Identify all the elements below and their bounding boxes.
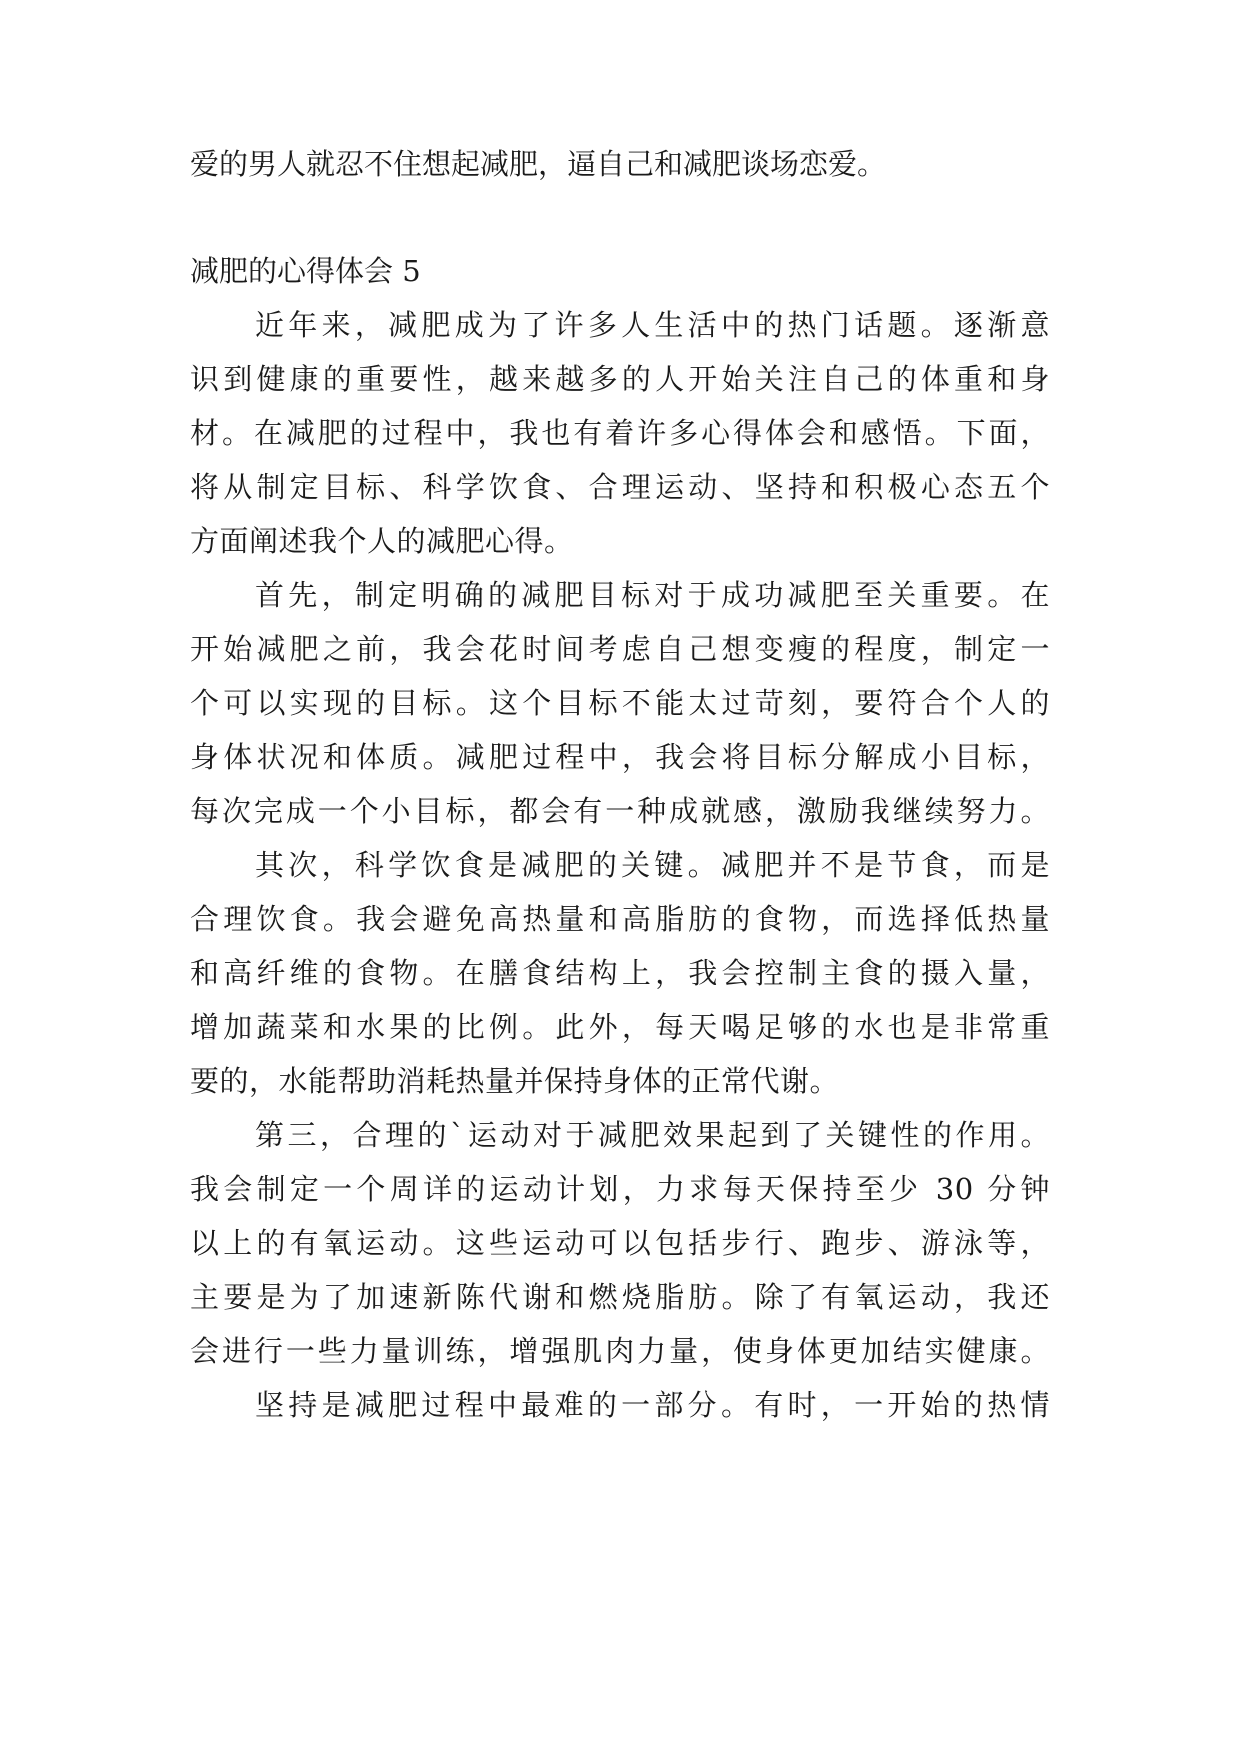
- paragraph-line: 将从制定目标、科学饮食、合理运动、坚持和积极心态五个: [190, 470, 1050, 504]
- paragraph-line: 首先，制定明确的减肥目标对于成功减肥至关重要。在: [255, 578, 1050, 612]
- paragraph-line: 主要是为了加速新陈代谢和燃烧脂肪。除了有氧运动，我还: [190, 1280, 1050, 1314]
- paragraph-line: 开始减肥之前，我会花时间考虑自己想变瘦的程度，制定一: [190, 632, 1050, 666]
- paragraph-line: 会进行一些力量训练，增强肌肉力量，使身体更加结实健康。: [190, 1334, 1050, 1368]
- paragraph-line: 识到健康的重要性，越来越多的人开始关注自己的体重和身: [190, 362, 1050, 396]
- paragraph-line: 增加蔬菜和水果的比例。此外，每天喝足够的水也是非常重: [190, 1010, 1050, 1044]
- paragraph-line: 我会制定一个周详的运动计划，力求每天保持至少 30 分钟: [190, 1172, 1050, 1206]
- paragraph-line: 以上的有氧运动。这些运动可以包括步行、跑步、游泳等，: [190, 1226, 1050, 1260]
- intro-tail-line: 爱的男人就忍不住想起减肥，逼自己和减肥谈场恋爱。: [190, 147, 887, 181]
- section-title: 减肥的心得体会 5: [190, 254, 421, 288]
- paragraph-line: 方面阐述我个人的减肥心得。: [190, 524, 574, 558]
- paragraph-line: 近年来，减肥成为了许多人生活中的热门话题。逐渐意: [255, 308, 1050, 342]
- paragraph-line: 要的，水能帮助消耗热量并保持身体的正常代谢。: [190, 1064, 840, 1098]
- paragraph-line: 材。在减肥的过程中，我也有着许多心得体会和感悟。下面，: [190, 416, 1050, 450]
- paragraph-line: 坚持是减肥过程中最难的一部分。有时，一开始的热情: [255, 1388, 1050, 1422]
- paragraph-line: 和高纤维的食物。在膳食结构上，我会控制主食的摄入量，: [190, 956, 1050, 990]
- paragraph-line: 第三，合理的`运动对于减肥效果起到了关键性的作用。: [255, 1118, 1050, 1152]
- paragraph-line: 合理饮食。我会避免高热量和高脂肪的食物，而选择低热量: [190, 902, 1050, 936]
- paragraph-line: 其次，科学饮食是减肥的关键。减肥并不是节食，而是: [255, 848, 1050, 882]
- paragraph-line: 每次完成一个小目标，都会有一种成就感，激励我继续努力。: [190, 794, 1050, 828]
- paragraph-line: 身体状况和体质。减肥过程中，我会将目标分解成小目标，: [190, 740, 1050, 774]
- paragraph-line: 个可以实现的目标。这个目标不能太过苛刻，要符合个人的: [190, 686, 1050, 720]
